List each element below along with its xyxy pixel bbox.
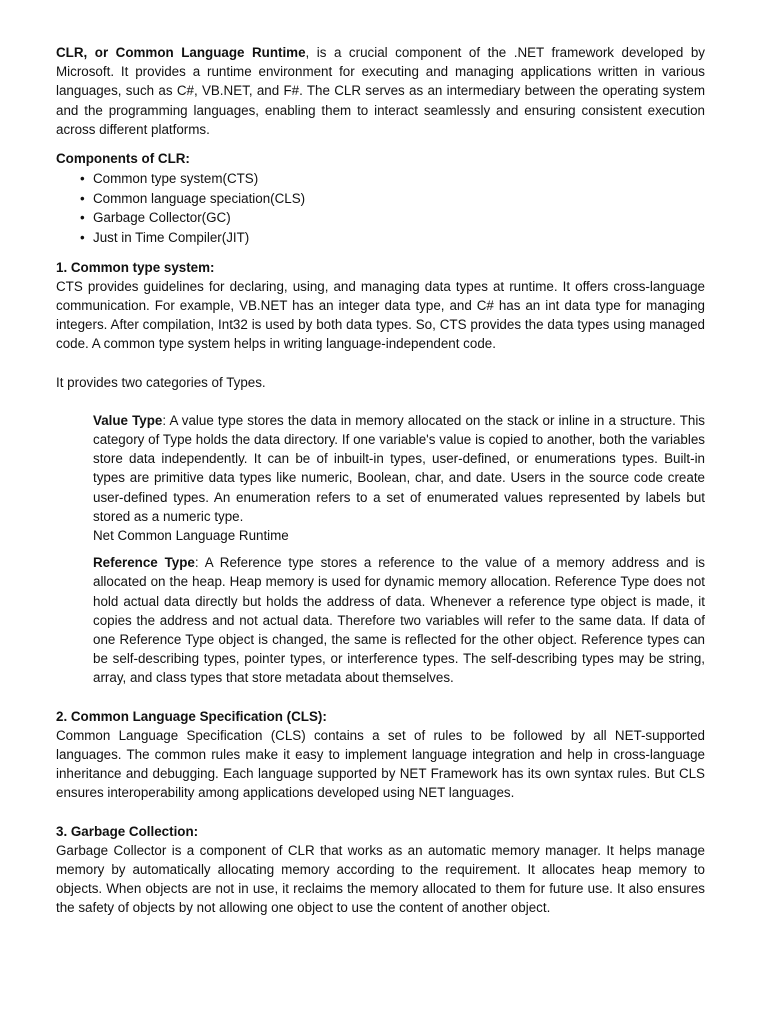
bullet-icon: • bbox=[80, 190, 85, 206]
value-type-text: : A value type stores the data in memory allocated on the stack or inline in a structure. This category of Type holds the data directory. If one variable's value is copied to another, both the variables store data independently. It can be of inbuilt-in types, user-defined, or enumerations types. Built-in types are primitive data types like numeric, Boolean, char, and date. Users in the source code create user-defined types. An enumeration refers to a set of enumerated values represented by labels but stored as a numeric type. bbox=[93, 412, 705, 524]
cts-heading: 1. Common type system: bbox=[56, 259, 215, 275]
cls-heading: 2. Common Language Specification (CLS): bbox=[56, 708, 327, 724]
intro-term: CLR, or Common Language Runtime bbox=[56, 45, 306, 60]
cls-paragraph: Common Language Specification (CLS) contains a set of rules to be followed by all NET-supported languages. The common rules make it easy to implement language integration and help in cross-language inheritance and debugging. Each language supported by NET Framework has its own syntax rules. But CLS ensures interoperability among applications developed using NET languages. bbox=[56, 727, 705, 801]
intro-paragraph bbox=[56, 43, 705, 139]
components-heading: Components of CLR: bbox=[56, 151, 190, 167]
list-item: • Just in Time Compiler(JIT) bbox=[56, 228, 705, 248]
gc-paragraph: Garbage Collector is a component of CLR that works as an automatic memory manager. It helps manage memory by automatically allocating memory according to the requirement. It allocates heap memory to objects. When objects are not in use, it reclaims the memory allocated to them for future use. It also ensures the safety of objects by not allowing one object to use the content of another object. bbox=[56, 842, 705, 916]
value-type-term: Value Type bbox=[93, 412, 163, 428]
reference-type-text: : A Reference type stores a reference to the value of a memory address and is allocated on the heap. Heap memory is used for dynamic memory allocation. Reference Type does not hold actual data directly but holds the address of data. Whenever a reference type object is made, it copies the address and not actual data. Therefore two variables will refer to the same data. If data of one Reference Type object is changed, the same is reflected for the other object. Reference types can be self-describing types, pointer types, or interference types. The self-describing types may be string, array, and class types that store metadata about themselves. bbox=[93, 555, 705, 686]
list-item: • Garbage Collector(GC) bbox=[56, 208, 705, 228]
bullet-icon: • bbox=[80, 210, 85, 226]
value-type-paragraph bbox=[56, 411, 705, 526]
reference-type-paragraph bbox=[56, 553, 705, 687]
net-clr-line: Net Common Language Runtime bbox=[93, 528, 289, 544]
components-list bbox=[56, 169, 705, 247]
gc-heading: 3. Garbage Collection: bbox=[56, 823, 199, 839]
list-item: • Common language speciation(CLS) bbox=[56, 189, 705, 209]
list-item: • Common type system(CTS) bbox=[56, 169, 705, 189]
cts-paragraph: CTS provides guidelines for declaring, using, and managing data types at runtime. It offers cross-language communication. For example, VB.NET has an integer data type, and C# has an int data type for managing integers. After compilation, Int32 is used by both data types. So, CTS provides the data types using managed code. A common type system helps in writing language-independent code. bbox=[56, 278, 705, 352]
intro-text: , is a crucial component of the .NET framework developed by Microsoft. It provides a runtime environment for executing and managing applications written in various languages, such as C#, VB.NET, and F#. The CLR serves as an intermediary between the operating system and the programming languages, enabling them to interact seamlessly and ensuring consistent execution across different platforms. bbox=[56, 45, 705, 137]
bullet-icon: • bbox=[80, 230, 85, 245]
categories-intro: It provides two categories of Types. bbox=[56, 374, 266, 390]
bullet-icon: • bbox=[80, 171, 85, 187]
reference-type-term: Reference Type bbox=[93, 555, 195, 571]
